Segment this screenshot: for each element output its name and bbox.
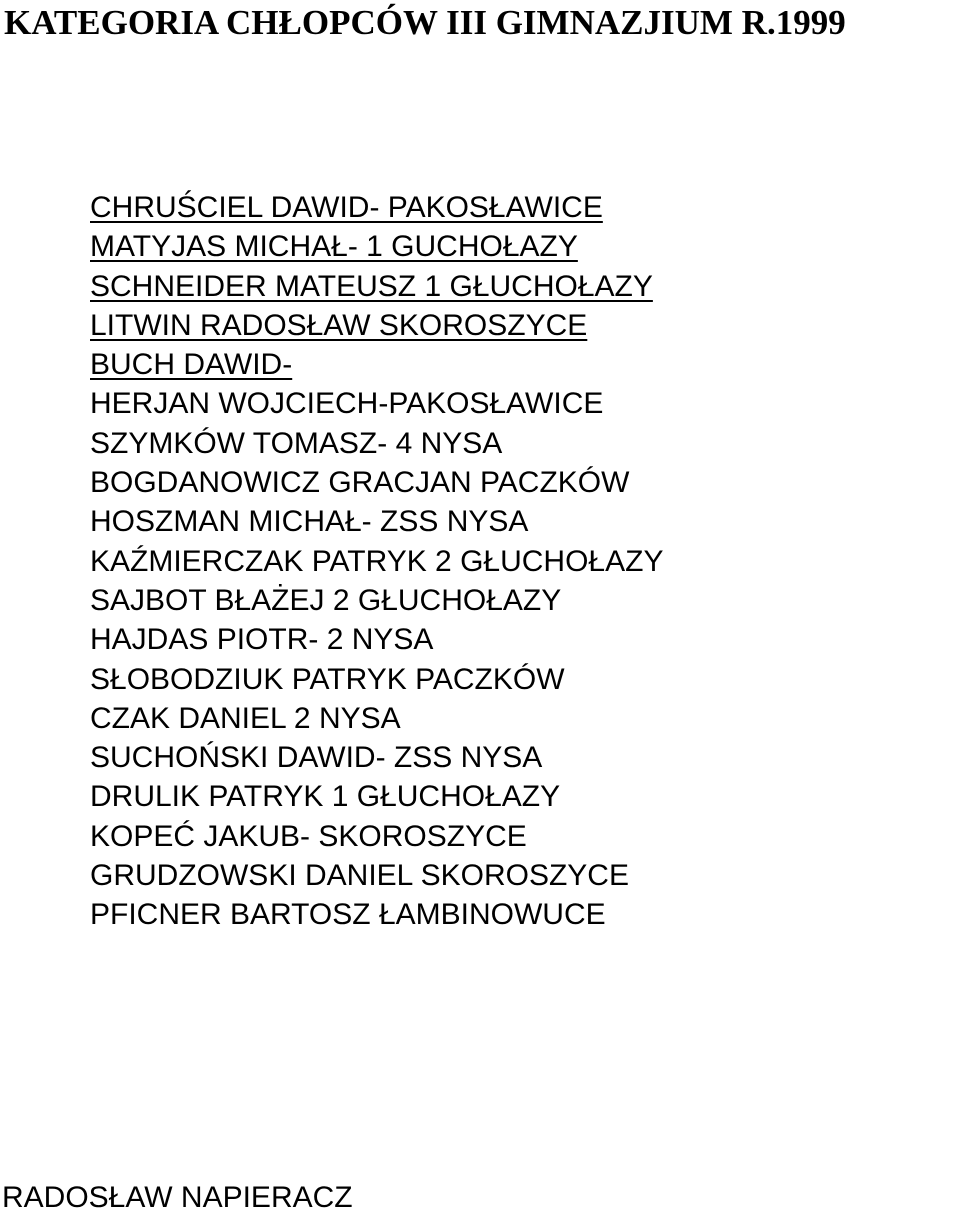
author-name: RADOSŁAW NAPIERACZ xyxy=(2,1181,353,1214)
competitor-name: SZYMKÓW TOMASZ- 4 NYSA xyxy=(90,426,503,460)
competitor-name: SAJBOT BŁAŻEJ 2 GŁUCHOŁAZY xyxy=(90,583,562,617)
competitor-name: BOGDANOWICZ GRACJAN PACZKÓW xyxy=(90,466,630,500)
competitor-name: HAJDAS PIOTR- 2 NYSA xyxy=(90,623,434,657)
competitor-name: HOSZMAN MICHAŁ- ZSS NYSA xyxy=(90,505,529,539)
competitor-name: SCHNEIDER MATEUSZ 1 GŁUCHOŁAZY xyxy=(90,269,653,303)
competitor-name: SUCHOŃSKI DAWID- ZSS NYSA xyxy=(90,741,543,775)
competitor-name: PFICNER BARTOSZ ŁAMBINOWUCE xyxy=(90,898,606,932)
competitor-name: BUCH DAWID- xyxy=(90,348,293,382)
competitor-name: KOPEĆ JAKUB- SKOROSZYCE xyxy=(90,819,527,853)
competitor-name: GRUDZOWSKI DANIEL SKOROSZYCE xyxy=(90,859,629,893)
competitor-name: MATYJAS MICHAŁ- 1 GUCHOŁAZY xyxy=(90,230,578,264)
competitor-name: CZAK DANIEL 2 NYSA xyxy=(90,701,401,735)
competitor-name: CHRUŚCIEL DAWID- PAKOSŁAWICE xyxy=(90,191,603,224)
page-title: KATEGORIA CHŁOPCÓW III GIMNAZJIUM R.1999 xyxy=(4,3,846,42)
competitor-name: KAŹMIERCZAK PATRYK 2 GŁUCHOŁAZY xyxy=(90,544,664,578)
competitor-name: SŁOBODZIUK PATRYK PACZKÓW xyxy=(90,662,565,696)
competitor-name: LITWIN RADOSŁAW SKOROSZYCE xyxy=(90,308,588,342)
competitor-name: DRULIK PATRYK 1 GŁUCHOŁAZY xyxy=(90,780,561,814)
competitor-name: HERJAN WOJCIECH-PAKOSŁAWICE xyxy=(90,387,604,421)
